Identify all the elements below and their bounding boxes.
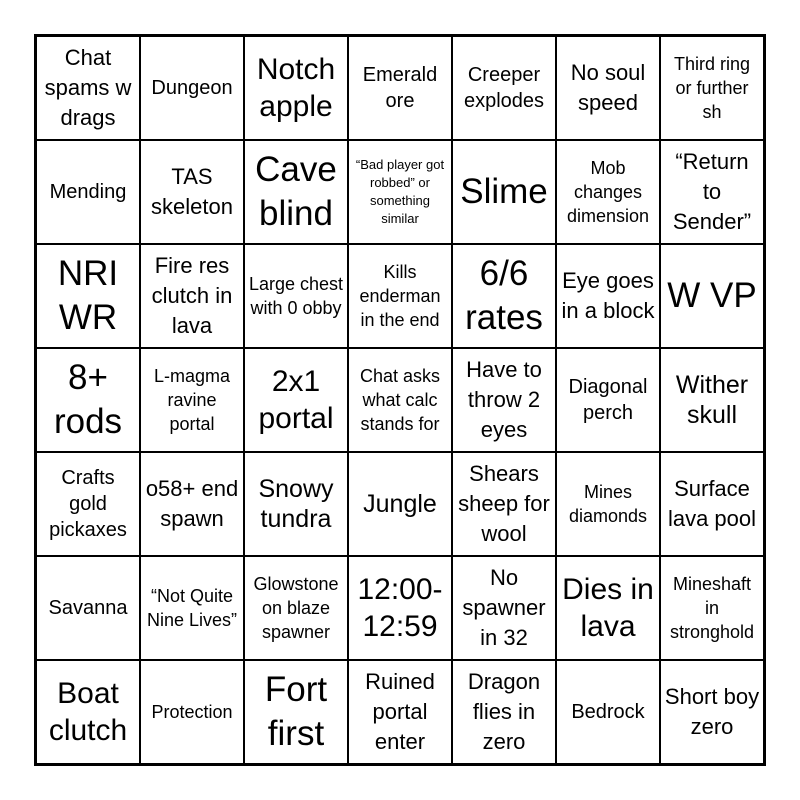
bingo-cell-r7-c2[interactable] bbox=[140, 660, 244, 764]
bingo-cell-label: “Bad player got robbed” or something similar bbox=[355, 157, 445, 226]
bingo-cell-r6-c4[interactable] bbox=[348, 556, 452, 660]
bingo-cell-r1-c6[interactable] bbox=[556, 36, 660, 140]
bingo-cell-r1-c4[interactable] bbox=[348, 36, 452, 140]
bingo-cell-r7-c3[interactable] bbox=[244, 660, 348, 764]
bingo-cell-label: Mob changes dimension bbox=[566, 157, 650, 227]
bingo-cell-r7-c6[interactable] bbox=[556, 660, 660, 764]
bingo-cell-label: Creeper explodes bbox=[463, 64, 545, 112]
bingo-cell-r1-c3[interactable] bbox=[244, 36, 348, 140]
bingo-cell-r3-c7[interactable] bbox=[660, 244, 764, 348]
bingo-cell-label: Mending bbox=[49, 181, 127, 203]
bingo-cell-r6-c1[interactable] bbox=[36, 556, 140, 660]
bingo-cell-r7-c1[interactable] bbox=[36, 660, 140, 764]
bingo-cell-r2-c2[interactable] bbox=[140, 140, 244, 244]
bingo-cell-label: “Not Quite Nine Lives” bbox=[146, 585, 238, 630]
bingo-cell-label: Kills enderman in the end bbox=[359, 261, 441, 331]
bingo-cell-r3-c2[interactable] bbox=[140, 244, 244, 348]
bingo-cell-label: Chat spams w drags bbox=[44, 45, 132, 130]
bingo-cell-label: Mineshaft in stronghold bbox=[669, 573, 755, 643]
bingo-cell-label: “Return to Sender” bbox=[672, 149, 752, 234]
bingo-cell-r4-c1[interactable] bbox=[36, 348, 140, 452]
bingo-cell-r3-c3[interactable] bbox=[244, 244, 348, 348]
bingo-cell-label: Large chest with 0 obby bbox=[248, 273, 344, 318]
bingo-cell-r2-c4[interactable] bbox=[348, 140, 452, 244]
bingo-cell-label: No soul speed bbox=[570, 60, 646, 115]
bingo-cell-r4-c7[interactable] bbox=[660, 348, 764, 452]
bingo-cell-r4-c5[interactable] bbox=[452, 348, 556, 452]
bingo-cell-r4-c3[interactable] bbox=[244, 348, 348, 452]
bingo-cell-label: 6/6 rates bbox=[465, 254, 543, 337]
bingo-cell-label: W VP bbox=[667, 276, 757, 316]
bingo-cell-r2-c3[interactable] bbox=[244, 140, 348, 244]
bingo-cell-r6-c5[interactable] bbox=[452, 556, 556, 660]
bingo-cell-label: Mines diamonds bbox=[568, 481, 648, 526]
bingo-cell-r1-c1[interactable] bbox=[36, 36, 140, 140]
bingo-cell-r2-c7[interactable] bbox=[660, 140, 764, 244]
bingo-cell-label: Fire res clutch in lava bbox=[151, 253, 233, 338]
bingo-cell-label: Emerald ore bbox=[362, 64, 438, 112]
bingo-cell-r2-c6[interactable] bbox=[556, 140, 660, 244]
bingo-cell-label: Dungeon bbox=[151, 77, 233, 99]
bingo-cell-r1-c7[interactable] bbox=[660, 36, 764, 140]
bingo-cell-label: Fort first bbox=[264, 670, 328, 753]
bingo-cell-label: Third ring or further sh bbox=[673, 53, 751, 123]
bingo-cell-r5-c5[interactable] bbox=[452, 452, 556, 556]
bingo-cell-r7-c5[interactable] bbox=[452, 660, 556, 764]
bingo-cell-label: Chat asks what calc stands for bbox=[359, 365, 441, 435]
bingo-cell-r3-c1[interactable] bbox=[36, 244, 140, 348]
bingo-cell-r5-c4[interactable] bbox=[348, 452, 452, 556]
bingo-cell-label: Cave blind bbox=[255, 150, 337, 233]
bingo-cell-r4-c4[interactable] bbox=[348, 348, 452, 452]
bingo-cell-label: Eye goes in a block bbox=[561, 268, 655, 323]
bingo-cell-label: Jungle bbox=[363, 490, 437, 518]
bingo-cell-label: 12:00-12:59 bbox=[357, 572, 443, 643]
bingo-cell-r3-c6[interactable] bbox=[556, 244, 660, 348]
bingo-cell-label: Diagonal perch bbox=[568, 376, 648, 424]
bingo-cell-label: TAS skeleton bbox=[151, 164, 233, 219]
bingo-cell-r5-c3[interactable] bbox=[244, 452, 348, 556]
bingo-cell-r6-c7[interactable] bbox=[660, 556, 764, 660]
bingo-cell-label: Slime bbox=[460, 172, 548, 212]
bingo-cell-label: L-magma ravine portal bbox=[153, 365, 231, 435]
bingo-cell-r4-c2[interactable] bbox=[140, 348, 244, 452]
bingo-cell-r5-c6[interactable] bbox=[556, 452, 660, 556]
bingo-cell-r6-c3[interactable] bbox=[244, 556, 348, 660]
bingo-cell-label: Protection bbox=[151, 701, 233, 722]
bingo-cell-label: NRI WR bbox=[57, 254, 119, 337]
bingo-cell-label: Have to throw 2 eyes bbox=[466, 357, 542, 442]
bingo-cell-label: Crafts gold pickaxes bbox=[49, 467, 127, 541]
bingo-cell-r2-c5[interactable] bbox=[452, 140, 556, 244]
bingo-cell-label: 2x1 portal bbox=[258, 364, 334, 435]
bingo-cell-label: Boat clutch bbox=[48, 676, 128, 747]
bingo-cell-r1-c2[interactable] bbox=[140, 36, 244, 140]
bingo-cell-label: Wither skull bbox=[675, 371, 749, 429]
bingo-cell-label: Surface lava pool bbox=[667, 476, 757, 531]
bingo-cell-r7-c4[interactable] bbox=[348, 660, 452, 764]
bingo-cell-r5-c2[interactable] bbox=[140, 452, 244, 556]
bingo-cell-r7-c7[interactable] bbox=[660, 660, 764, 764]
bingo-cell-label: Snowy tundra bbox=[258, 475, 334, 533]
bingo-cell-label: Notch apple bbox=[256, 52, 336, 123]
bingo-cell-r6-c2[interactable] bbox=[140, 556, 244, 660]
bingo-cell-label: 8+ rods bbox=[53, 358, 123, 441]
bingo-board bbox=[34, 34, 766, 766]
bingo-cell-label: Savanna bbox=[48, 597, 128, 619]
bingo-cell-label: Shears sheep for wool bbox=[458, 461, 550, 546]
bingo-cell-r1-c5[interactable] bbox=[452, 36, 556, 140]
bingo-cell-r5-c1[interactable] bbox=[36, 452, 140, 556]
bingo-cell-label: Ruined portal enter bbox=[365, 669, 435, 754]
bingo-cell-r3-c5[interactable] bbox=[452, 244, 556, 348]
bingo-cell-r4-c6[interactable] bbox=[556, 348, 660, 452]
bingo-cell-r2-c1[interactable] bbox=[36, 140, 140, 244]
bingo-cell-label: Dies in lava bbox=[562, 572, 654, 643]
bingo-cell-label: o58+ end spawn bbox=[145, 476, 239, 531]
bingo-cell-label: Dragon flies in zero bbox=[467, 669, 541, 754]
bingo-cell-r5-c7[interactable] bbox=[660, 452, 764, 556]
bingo-cell-label: Short boy zero bbox=[664, 684, 760, 739]
bingo-cell-r6-c6[interactable] bbox=[556, 556, 660, 660]
bingo-cell-label: Bedrock bbox=[571, 701, 645, 723]
bingo-cell-label: No spawner in 32 bbox=[462, 565, 546, 650]
bingo-cell-label: Glowstone on blaze spawner bbox=[253, 573, 339, 643]
bingo-cell-r3-c4[interactable] bbox=[348, 244, 452, 348]
